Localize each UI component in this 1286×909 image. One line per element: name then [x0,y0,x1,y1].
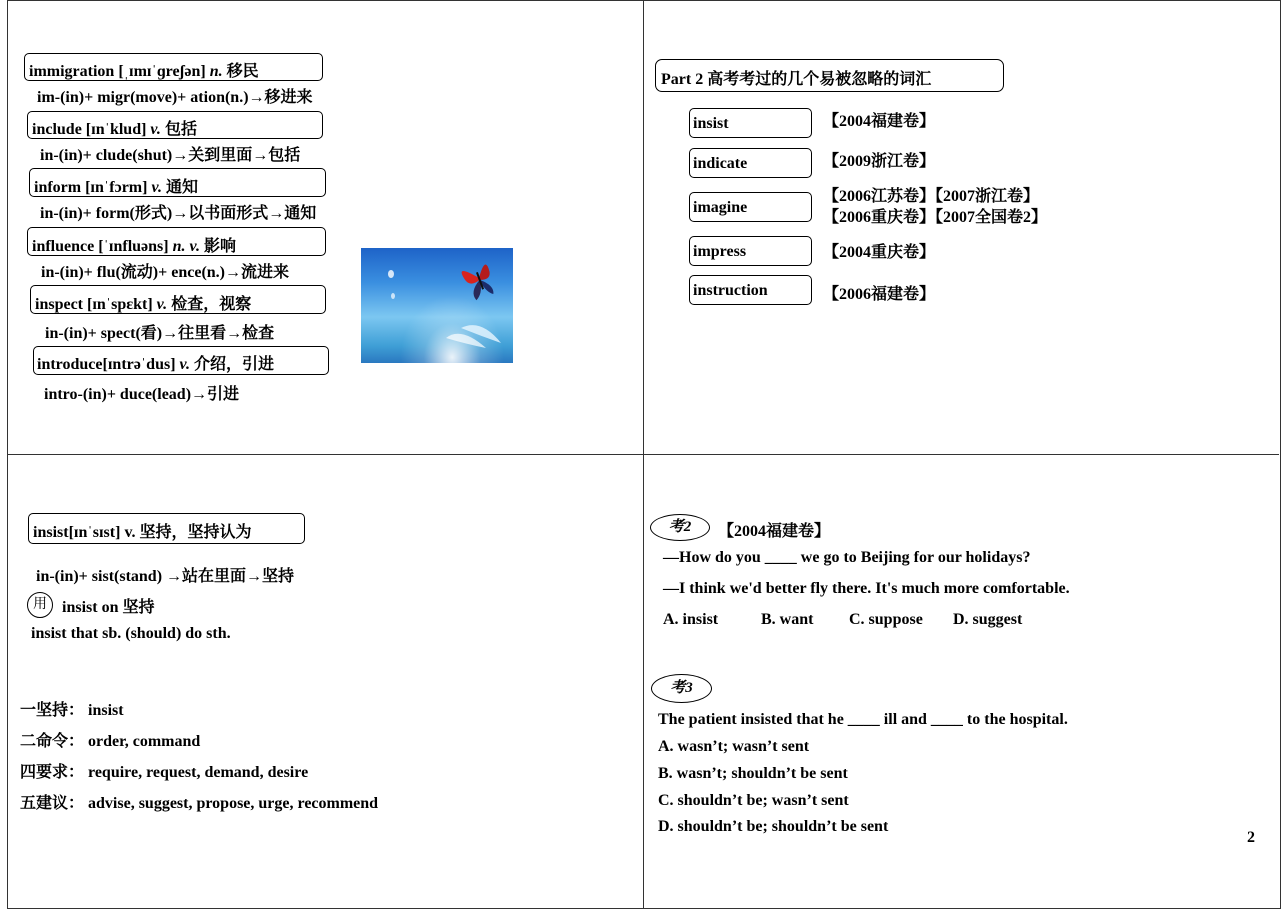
vocab-etymology: im-(in)+ migr(move)+ ation(n.)→移进来 [37,89,313,106]
kao2-oval: 考2 [650,514,710,541]
horizontal-divider [7,454,1279,455]
word-source: 【2009浙江卷】 [823,153,936,170]
kao3-option-a: A. wasn’t; wasn’t sent [658,738,810,755]
kao2-line-1: —How do you ____ we go to Beijing for our holidays? [663,549,1031,566]
verb-group: 四要求： require, request, demand, desire [20,764,309,781]
butterfly-water-image [361,248,513,363]
word-source: 【2004重庆卷】 [823,244,936,261]
kao3-question: The patient insisted that he ____ ill and ____ to the hospital. [658,711,1068,728]
kao3-option-c: C. shouldn’t be; wasn’t sent [658,792,849,809]
usage-mark: 用 [27,592,53,618]
word-source: 【2004福建卷】 [823,113,936,130]
vocab-term: include [ɪnˈklud] v. 包括 [32,121,197,138]
word-source: 【2006江苏卷】【2007浙江卷】 [823,188,1040,205]
vocab-term: inform [ɪnˈfɔrm] v. 通知 [34,179,198,196]
verb-group: 五建议： advise, suggest, propose, urge, recommend [20,795,379,812]
butterfly-icon [361,248,513,363]
page-number: 2 [1247,829,1255,846]
vocab-term: immigration [ˌɪmɪˈɡreʃən] n. 移民 [29,63,259,80]
kao2-option-a: A. insist [663,611,719,628]
vocab-etymology: intro-(in)+ duce(lead)→引进 [44,386,240,403]
vocab-etymology: in-(in)+ clude(shut)→关到里面→包括 [40,147,301,164]
insist-usage-2: insist that sb. (should) do sth. [31,625,231,642]
kao2-option-c: C. suppose [849,611,923,628]
word-label: imagine [693,199,748,216]
kao2-option-b: B. want [761,611,814,628]
vocab-etymology: in-(in)+ spect(看)→往里看→检查 [45,325,275,342]
word-source: 【2006重庆卷】【2007全国卷2】 [823,209,1048,226]
insist-head: insist[ɪnˈsɪst] v. 坚持，坚持认为 [33,524,252,541]
vocab-etymology: in-(in)+ form(形式)→以书面形式→通知 [40,205,317,222]
kao2-source: 【2004福建卷】 [718,523,831,540]
part2-title: Part 2 高考考过的几个易被忽略的词汇 [661,71,932,88]
word-source: 【2006福建卷】 [823,286,936,303]
kao3-option-b: B. wasn’t; shouldn’t be sent [658,765,848,782]
vocab-term: introduce[ɪntrəˈdus] v. 介绍，引进 [37,356,275,373]
insist-usage-1: insist on 坚持 [62,599,155,616]
word-label: impress [693,243,747,260]
verb-group: 一坚持： insist [20,702,124,719]
word-label: instruction [693,282,768,299]
kao3-oval: 考3 [651,674,712,703]
vocab-etymology: in-(in)+ flu(流动)+ ence(n.)→流进来 [41,264,289,281]
kao2-option-d: D. suggest [953,611,1023,628]
verb-group: 二命令： order, command [20,733,201,750]
kao3-option-d: D. shouldn’t be; shouldn’t be sent [658,818,889,835]
word-label: indicate [693,155,748,172]
kao2-line-2: —I think we'd better fly there. It's much more comfortable. [663,580,1070,597]
word-label: insist [693,115,729,132]
vocab-term: inspect [ɪnˈspɛkt] v. 检查，视察 [35,296,252,313]
insist-etymology: in-(in)+ sist(stand) →站在里面→坚持 [36,568,295,585]
vocab-term: influence [ˈɪnfluəns] n. v. 影响 [32,238,237,255]
